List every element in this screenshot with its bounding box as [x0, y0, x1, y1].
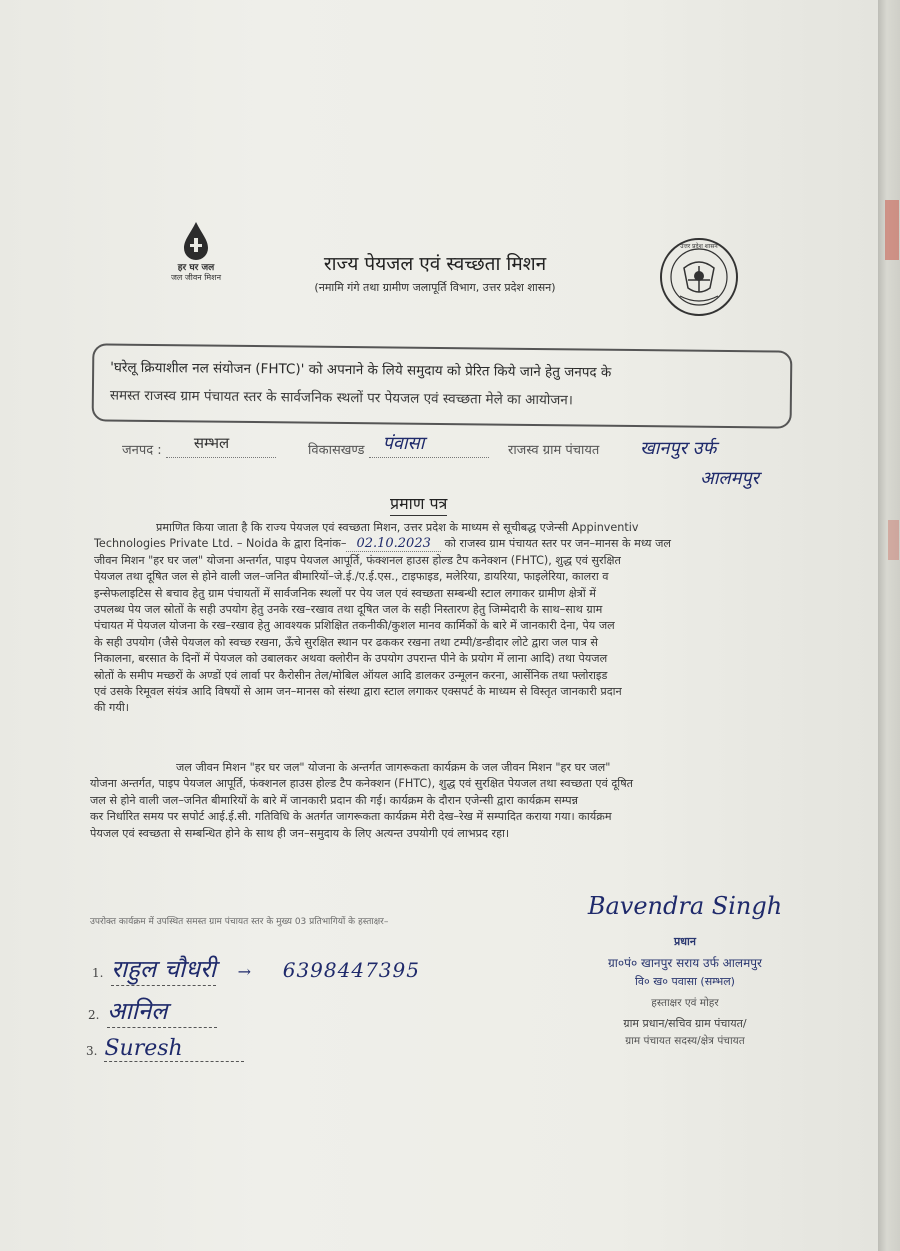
certificate-title: प्रमाण पत्र — [390, 492, 447, 516]
participant-2-signature: आनिल — [107, 994, 217, 1028]
participant-number: 2. — [88, 1008, 100, 1022]
participant-3-signature: Suresh — [104, 1036, 244, 1062]
paragraph-line: उपलब्ध पेय जल स्रोतों के सही उपयोग हेतु उनके रख–रखाव तथा दूषित जल के सही निस्तारण हेतु जिम्मेदारी के साथ–साथ ग्राम — [94, 603, 603, 617]
block-value: पंवासा — [382, 433, 425, 454]
stamp-line-2: वि० ख० पवासा (सम्भल) — [635, 975, 735, 988]
participant-1-phone: 6398447395 — [282, 958, 420, 982]
participant-number: 3. — [86, 1044, 98, 1058]
page-title: राज्य पेयजल एवं स्वच्छता मिशन — [323, 253, 547, 275]
event-title-banner — [92, 343, 793, 428]
har-ghar-jal-logo — [160, 220, 232, 292]
stamp-title: प्रधान — [674, 935, 696, 948]
paragraph-line: कर निर्धारित समय पर सपोर्ट आई.ई.सी. गतिविधि के अतर्गत जागरूकता कार्यक्रम मेरी देख–रेख में सम्पादित कराया गया। कार्यक्रम — [90, 810, 612, 824]
event-date: 02.10.2023 — [346, 536, 440, 552]
block-field — [308, 433, 489, 458]
participant-1 — [92, 952, 420, 986]
paragraph-line: जल से होने वाली जल–जनित बीमारियों के बारे में जानकारी प्रदान की गई। कार्यक्रम के दौरान एजेन्सी द्वारा कार्यक्रम सम्पन्न — [90, 793, 578, 807]
pradhan-signature: Bavendra Singh — [587, 892, 783, 920]
participant-3 — [86, 1036, 244, 1062]
page-subtitle: (नमामि गंगे तथा ग्रामीण जलापूर्ति विभाग, उत्तर प्रदेश शासन) — [314, 281, 556, 294]
participants-label: उपरोक्त कार्यक्रम में उपस्थित समस्त ग्राम पंचायत स्तर के मुख्य 03 प्रतिभागियों के हस्ताक्षर– — [90, 917, 389, 927]
up-government-seal — [658, 236, 740, 318]
paragraph-line: इन्सेफलाइटिस से बचाव हेतु ग्राम पंचायतों में सार्वजनिक स्थलों पर पेय जल एवं स्वच्छता सम्बन्धी स्टाल लगाकर ग्रामीण क्षेत्रों में — [94, 586, 596, 600]
participant-2 — [88, 994, 217, 1028]
page-edge — [878, 0, 900, 1251]
paragraph-line: पेयजल तथा दूषित जल से होने वाली जल–जनित बीमारियों–जे.ई./ए.ई.एस., टाइफाइड, मलेरिया, डायरिया, फाइलेरिया, कालरा व — [94, 570, 609, 584]
banner-line-1: 'घरेलू क्रियाशील नल संयोजन (FHTC)' को अपनाने के लिये समुदाय को प्रेरित किये जाने हेतु जनपद के — [110, 359, 612, 381]
background-mark — [888, 520, 899, 560]
district-label: जनपद : — [122, 443, 162, 458]
paragraph-line: निकालना, बरसात के दिनों में पेयजल को उबालकर अथवा क्लोरीन के उपयोग उपरान्त पीने के प्रयोग में लाना आदि) तथा पेयजल — [94, 652, 608, 666]
designation-line-1: ग्राम प्रधान/सचिव ग्राम पंचायत/ — [623, 1017, 747, 1030]
participant-1-signature: राहुल चौधरी — [111, 952, 216, 986]
participant-number: 1. — [92, 966, 104, 980]
paragraph-line: के सही उपयोग (जैसे पेयजल को स्वच्छ रखना, ऊँचे सुरक्षित स्थान पर ढककर रखना तथा टम्पी/डन्डीदार लोटे द्वारा जल पात्र से — [94, 635, 598, 649]
stamp-line-1: ग्रा०पं० खानपुर सराय उर्फ आलमपुर — [608, 956, 762, 970]
district-field — [122, 434, 276, 458]
banner-line-2: समस्त राजस्व ग्राम पंचायत स्तर के सार्वजनिक स्थलों पर पेयजल एवं स्वच्छता मेले का आयोजन। — [109, 387, 574, 409]
paragraph-line: योजना अन्तर्गत, पाइप पेयजल आपूर्ति, फंक्शनल हाउस होल्ड टैप कनेक्शन (FHTC), शुद्ध एवं सुरक्षित पेयजल तथा स्वच्छता एवं दूषित — [90, 777, 634, 791]
water-drop-icon — [180, 220, 212, 262]
designation-line-2: ग्राम पंचायत सदस्य/क्षेत्र पंचायत — [625, 1035, 745, 1047]
paragraph-line: जीवन मिशन "हर घर जल" योजना अन्तर्गत, पाइप पेयजल आपूर्ति, फंक्शनल हाउस होल्ड टैप कनेक्शन (FHTC), शुद्ध एवं सुरक्षित — [94, 553, 621, 567]
sign-and-seal-label: हस्ताक्षर एवं मोहर — [651, 997, 719, 1009]
certificate-paragraph-2 — [90, 760, 786, 842]
paragraph-line: जल जीवन मिशन "हर घर जल" योजना के अन्तर्गत जागरूकता कार्यक्रम के जल जीवन मिशन "हर घर जल" — [176, 761, 611, 774]
background-mark — [885, 200, 899, 260]
village-field — [508, 440, 599, 458]
paragraph-line: पेयजल एवं स्वच्छता से सम्बन्धित होने के साथ ही जन–समुदाय के लिए अत्यन्त उपयोगी एवं लाभप्रद रहा। — [90, 826, 510, 840]
paragraph-line: Technologies Private Ltd. – Noida के द्वारा दिनांक– 02.10.2023 को राजस्व ग्राम पंचायत स्तर पर जन–मानस के मध्य जल — [94, 536, 671, 552]
paragraph-line: पंचायत में पेयजल योजना के रख–रखाव हेतु आवश्यक प्रशिक्षित तकनीकी/कुशल मानव कार्मिकों के बारे में जानकारी देना, पेय जल — [94, 619, 615, 633]
seal-label: उत्तर प्रदेश शासन — [680, 243, 718, 250]
certificate-paragraph-1 — [94, 520, 784, 717]
paragraph-line: स्रोतों के समीप मच्छरों के अण्डों एवं लार्वा पर कैरोसीन तेल/मोबिल ऑयल आदि डालकर उन्मूलन करना, आर्सेनिक तथा फ्लोराइड — [94, 668, 608, 682]
village-value-line-1: खानपुर उर्फ — [640, 438, 717, 459]
logo-subcaption: जल जीवन मिशन — [170, 273, 222, 282]
district-value: सम्भल — [193, 434, 230, 452]
village-label: राजस्व ग्राम पंचायत — [508, 443, 600, 458]
logo-caption: हर घर जल — [177, 263, 215, 273]
paragraph-line: की गयी। — [94, 701, 129, 715]
paragraph-line: प्रमाणित किया जाता है कि राज्य पेयजल एवं स्वच्छता मिशन, उत्तर प्रदेश के माध्यम से सूचीबद्ध एजेन्सी Appinventiv — [156, 521, 639, 534]
block-label: विकासखण्ड — [308, 443, 365, 458]
paragraph-line: एवं उसके रिमूवल संयंत्र आदि विषयों से आम जन–मानस को संस्था द्वारा स्टाल लगाकर एक्सपर्ट के माध्यम से विस्तृत जानकारी प्रदान — [94, 685, 622, 699]
arrow-icon: → — [237, 962, 252, 981]
village-value-line-2: आलमपुर — [700, 468, 759, 489]
